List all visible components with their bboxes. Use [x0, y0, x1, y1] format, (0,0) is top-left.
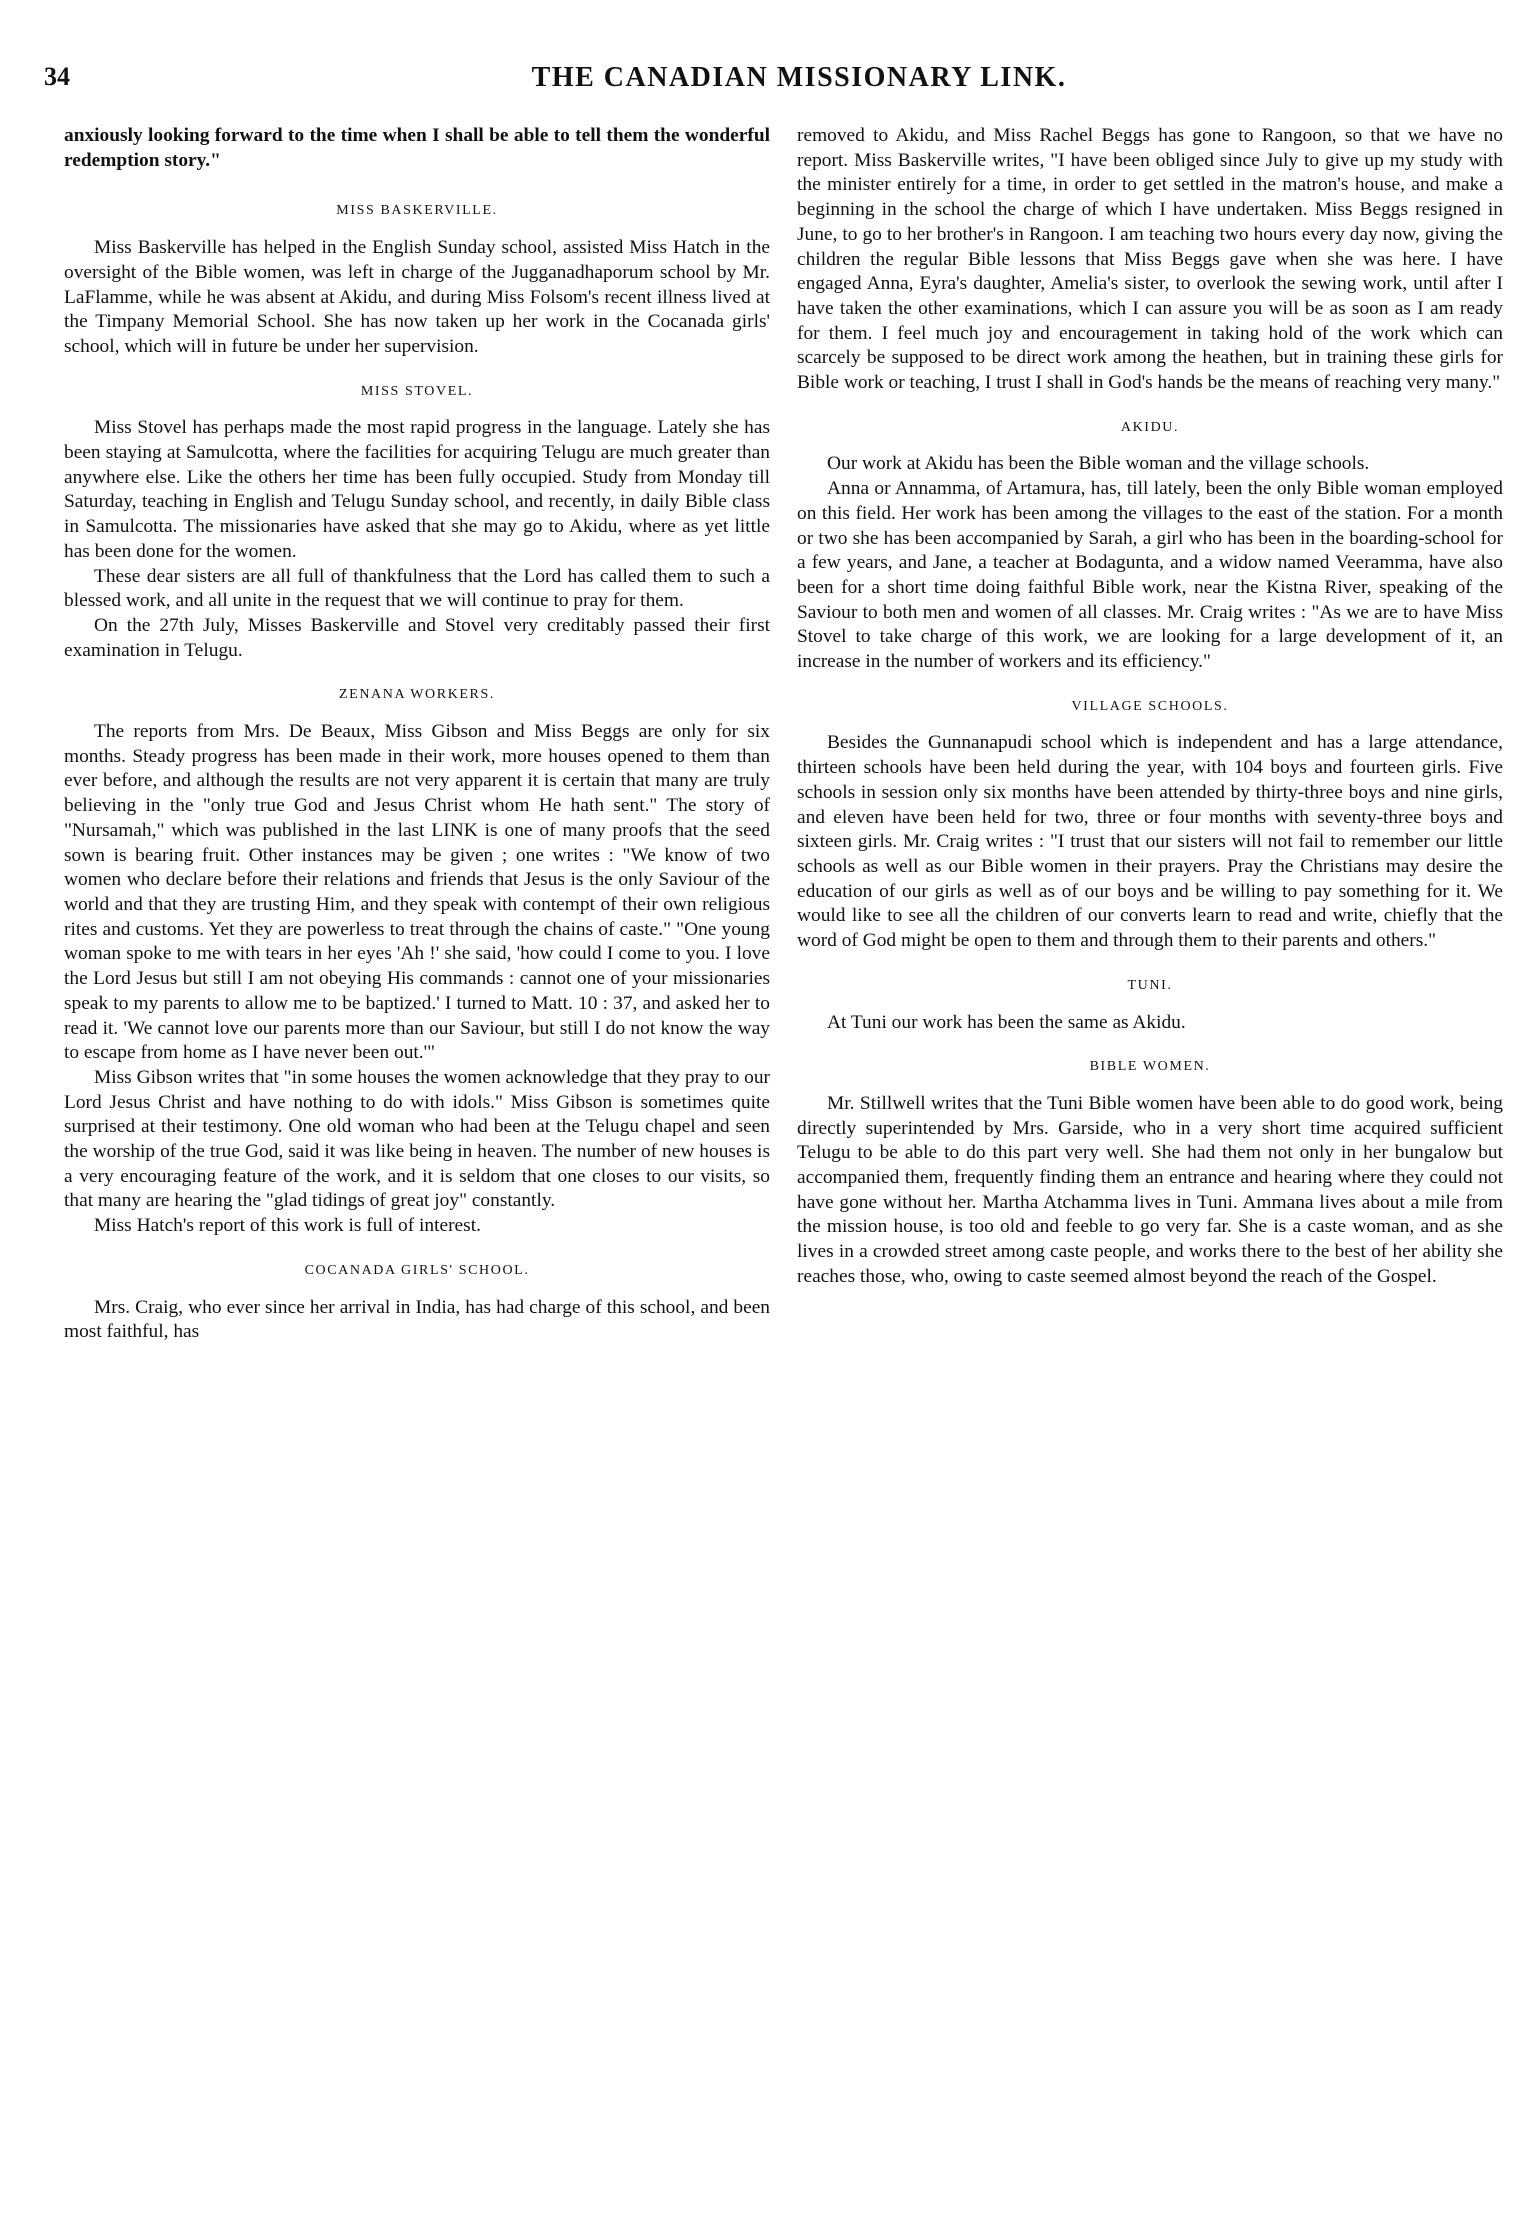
paragraph-village-schools: Besides the Gunnanapudi school which is independent and has a large attendance, thirteen schools have been held during the year, with 104 boys and fourteen girls. Five schools in session only six months have been attended by thirty-three boys and nine girls, and eleven have been held for two, three or four months with seventy-three boys and sixteen girls. Mr. Craig writes : "I trust that our sisters will not fail to remember our little schools as well as our Bible women in their prayers. Pray the Christians may desire the education of our girls as well as of our boys and be willing to pay something for it. We would like to see all the children of our converts learn to read and write, chiefly that the word of God might be open to them and through them to their parents and others.": [797, 732, 1503, 952]
paragraph-stovel-1: Miss Stovel has perhaps made the most rapid progress in the language. Lately she has been staying at Samulcotta, where the facilities for acquiring Telugu are much greater than anywhere else. Like the others her time has been fully occupied. Study from Monday till Saturday, teaching in English and Telugu Sunday school, and recently, in daily Bible class in Samulcotta. The missionaries have asked that she may go to Akidu, where as yet little has been done for the women.: [64, 417, 770, 562]
heading-cocanada-girls-school: COCANADA GIRLS' SCHOOL.: [304, 1262, 530, 1278]
heading-tuni: TUNI.: [1127, 977, 1173, 993]
page-header: [44, 62, 1494, 106]
paragraph-cocanada: Mrs. Craig, who ever since her arrival in India, has had charge of this school, and been most faithful, has: [64, 1296, 770, 1343]
paragraph-continued: removed to Akidu, and Miss Rachel Beggs has gone to Rangoon, so that we have no report. Miss Baskerville writes, "I have been obliged since July to give up my study with the minister entirely for a time, in order to get settled in the matron's house, and make a beginning in the school the charge of which I have undertaken. Miss Beggs resigned in June, to go to her brother's in Rangoon. I am teaching two hours every day now, giving the children the regular Bible lessons that Miss Beggs gave when she was here. I have engaged Anna, Eyra's daughter, Amelia's sister, to overlook the sewing work, until after I have taken the other examinations, which I can assure you will be as soon as I am ready for them. I feel much joy and encouragement in taking hold of the work which can scarcely be supposed to be direct work among the heathen, but in training these girls for Bible work or teaching, I trust I shall in God's hands be the means of reaching very many.": [797, 125, 1503, 394]
heading-miss-stovel: MISS STOVEL.: [360, 383, 474, 399]
paragraph-stovel-3: On the 27th July, Misses Baskerville and Stovel very creditably passed their first examination in Telugu.: [64, 614, 770, 661]
heading-akidu: AKIDU.: [1120, 419, 1180, 435]
right-column: [797, 124, 1503, 2174]
intro-paragraph: anxiously looking forward to the time when I shall be able to tell them the wonderful redemption story.": [64, 125, 770, 171]
paragraph-zenana-2: Miss Gibson writes that "in some houses the women acknowledge that they pray to our Lord Jesus Christ and have nothing to do with idols." Miss Gibson is sometimes quite surprised at their testimony. One old woman who had been at the Telugu chapel and seen the worship of the true God, said it was like being in heaven. The number of new houses is a very encouraging feature of the work, and it is seldom that one closes to our visits, so that many are hearing the "glad tidings of great joy" constantly.: [64, 1066, 770, 1212]
heading-zenana-workers: ZENANA WORKERS.: [339, 687, 495, 703]
paragraph-stovel-2: These dear sisters are all full of thankfulness that the Lord has called them to such a blessed work, and all unite in the request that we will continue to pray for them.: [64, 565, 770, 612]
left-column: [64, 124, 770, 2174]
paragraph-bible-women: Mr. Stillwell writes that the Tuni Bible women have been able to do good work, being directly superintended by Mrs. Garside, who in a very short time acquired sufficient Telugu to be able to do this part very well. She had them not only in her bungalow but accompanied them, frequently finding them an entrance and hearing where they could not have gone without her. Martha Atchamma lives in Tuni. Ammana lives about a mile from the mission house, is too old and feeble to go very far. She is a caste woman, and as she lives in a crowded street among caste people, and works there to the best of her ability she reaches those, who, owing to caste seemed almost beyond the reach of the Gospel.: [797, 1092, 1503, 1287]
heading-village-schools: VILLAGE SCHOOLS.: [1071, 698, 1229, 714]
paragraph-tuni: At Tuni our work has been the same as Akidu.: [827, 1011, 1186, 1033]
paragraph-zenana-3: Miss Hatch's report of this work is full of interest.: [94, 1215, 481, 1237]
paragraph-baskerville: Miss Baskerville has helped in the English Sunday school, assisted Miss Hatch in the oversight of the Bible women, was left in charge of the Jugganadhaporum school by Mr. LaFlamme, while he was absent at Akidu, and during Miss Folsom's recent illness lived at the Timpany Memorial School. She has now taken up her work in the Cocanada girls' school, which will in future be under her supervision.: [64, 237, 770, 357]
heading-miss-baskerville: MISS BASKERVILLE.: [336, 203, 498, 219]
heading-bible-women: BIBLE WOMEN.: [1089, 1059, 1211, 1075]
paragraph-zenana-1: The reports from Mrs. De Beaux, Miss Gibson and Miss Beggs are only for six months. Steady progress has been made in their work, more houses opened to them than ever before, and although the results are not very apparent it is certain that many are truly believing in the "only true God and Jesus Christ whom He hath sent." The story of "Nursamah," which was published in the last LINK is one of many proofs that the seed sown is bearing fruit. Other instances may be given ; one writes : "We know of two women who declare before their relations and friends that Jesus is the only Saviour of the world and that they are trusting Him, and they speak with contempt of their own religious rites and customs. Yet they are powerless to treat through the chains of caste." "One young woman spoke to me with tears in her eyes 'Ah !' she said, 'how could I come to you. I love the Lord Jesus but still I am not obeying His commands : cannot one of your missionaries speak to my parents to allow me to be baptized.' I turned to Matt. 10 : 37, and asked her to read it. 'We cannot love our parents more than our Saviour, but still I do not know the way to escape from home as I have never been out.'": [64, 721, 770, 1064]
page-number: 34: [44, 62, 70, 91]
paragraph-akidu-1: Our work at Akidu has been the Bible woman and the village schools.: [827, 453, 1370, 475]
journal-title: THE CANADIAN MISSIONARY LINK.: [531, 62, 1067, 93]
paragraph-akidu-2: Anna or Annamma, of Artamura, has, till lately, been the only Bible woman employed on this field. Her work has been among the villages to the east of the station. For a month or two she has been accompanied by Sarah, a girl who has been in the boarding-school for a few years, and Jane, a teacher at Bodagunta, and a widow named Veeramma, have also been for a short time doing faithful Bible work, near the Kistna River, speaking of the Saviour to both men and women of all classes. Mr. Craig writes : "As we are to have Miss Stovel to take charge of this work, we are looking for a large development of it, an increase in the number of workers and its efficiency.": [797, 478, 1503, 673]
